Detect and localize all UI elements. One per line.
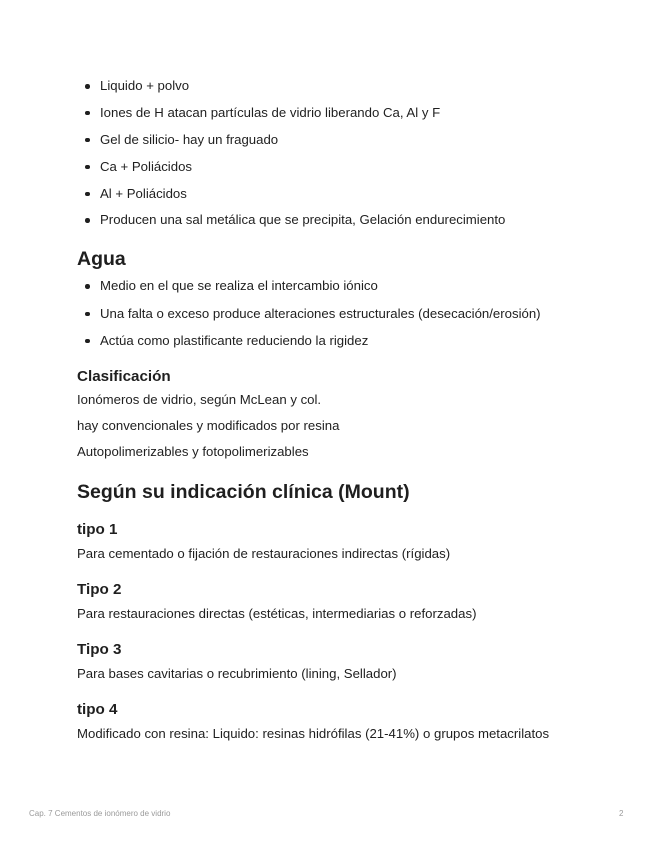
heading-tipo-2: Tipo 2 (77, 580, 122, 598)
list-item: Actúa como plastificante reduciendo la rigidez (77, 332, 617, 350)
heading-tipo-3: Tipo 3 (77, 640, 122, 658)
heading-agua: Agua (77, 248, 126, 271)
bullet-list-agua (77, 277, 617, 349)
list-item: Medio en el que se realiza el intercambio iónico (77, 277, 617, 295)
list-item: Gel de silicio- hay un fraguado (77, 131, 617, 149)
heading-tipo-4: tipo 4 (77, 700, 118, 718)
list-item: Ca + Poliácidos (77, 158, 617, 176)
list-item: Iones de H atacan partículas de vidrio liberando Ca, Al y F (77, 104, 617, 122)
paragraph: Para restauraciones directas (estéticas, intermediarias o reforzadas) (77, 605, 477, 621)
list-item: Una falta o exceso produce alteraciones estructurales (desecación/erosión) (77, 305, 617, 323)
paragraph: Modificado con resina: Liquido: resinas hidrófilas (21-41%) o grupos metacrilatos (77, 725, 550, 741)
heading-tipo-1: tipo 1 (77, 520, 118, 538)
paragraph: Ionómeros de vidrio, según McLean y col. (77, 391, 322, 407)
paragraph: Autopolimerizables y fotopolimerizables (77, 443, 309, 459)
heading-mount: Según su indicación clínica (Mount) (77, 480, 410, 503)
page-content (77, 77, 617, 743)
footer-chapter-title: Cap. 7 Cementos de ionómero de vidrio (29, 809, 171, 818)
heading-clasificacion: Clasificación (77, 367, 171, 385)
page-number: 2 (619, 809, 624, 818)
paragraph: Para cementado o fijación de restauraciones indirectas (rígidas) (77, 545, 451, 561)
list-item: Liquido + polvo (77, 77, 617, 95)
list-item: Al + Poliácidos (77, 185, 617, 203)
list-item: Producen una sal metálica que se precipita, Gelación endurecimiento (77, 211, 617, 229)
paragraph: hay convencionales y modificados por resina (77, 417, 340, 433)
paragraph: Para bases cavitarias o recubrimiento (lining, Sellador) (77, 665, 397, 681)
bullet-list-reaction (77, 77, 617, 229)
